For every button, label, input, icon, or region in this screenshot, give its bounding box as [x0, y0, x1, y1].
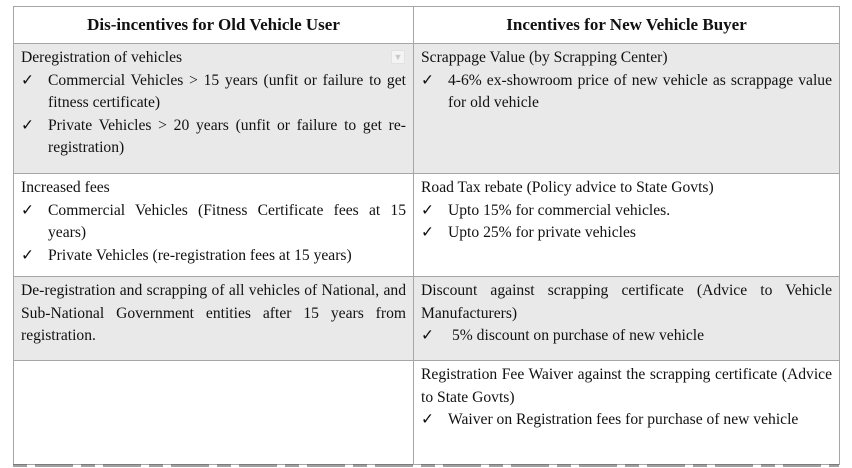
- cell-heading: Increased fees: [21, 179, 110, 196]
- cell-heading: De-registration and scrapping of all vehicles of National, and Sub-National Government entities after 15 years from registration.: [21, 282, 406, 344]
- table-row: [14, 44, 840, 174]
- cell-increased-fees: [14, 174, 414, 277]
- list-item: ✓ Private Vehicles (re-registration fees at 15 years): [21, 245, 406, 268]
- list-item: ✓ Upto 15% for commercial vehicles.: [421, 200, 832, 223]
- check-icon: ✓: [21, 201, 35, 219]
- cell-scrappage-value: [414, 44, 840, 174]
- check-icon: ✓: [21, 246, 35, 264]
- cell-scrapping-discount: [414, 277, 840, 361]
- cell-registration-fee-waiver: [414, 361, 840, 465]
- check-icon: ✓: [21, 116, 35, 134]
- list-item: ✓ 5% discount on purchase of new vehicle: [421, 325, 832, 348]
- list-item: ✓ Waiver on Registration fees for purchase of new vehicle: [421, 409, 832, 432]
- cell-heading: Deregistration of vehicles: [21, 49, 183, 66]
- list-item: ✓ 4-6% ex-showroom price of new vehicle as scrappage value for old vehicle: [421, 71, 832, 111]
- check-icon: ✓: [421, 224, 435, 241]
- check-icon: ✓: [421, 411, 435, 428]
- list-item: ✓ Upto 25% for private vehicles: [421, 222, 832, 245]
- list-item: ✓ Commercial Vehicles (Fitness Certificate fees at 15 years): [21, 201, 406, 241]
- table-row: [14, 277, 840, 361]
- header-incentives: Incentives for New Vehicle Buyer: [414, 7, 840, 44]
- chevron-down-icon[interactable]: ▼: [391, 50, 405, 64]
- header-disincentives: Dis-incentives for Old Vehicle User: [14, 7, 414, 44]
- table-row: [14, 361, 840, 465]
- cell-road-tax-rebate: [414, 174, 840, 277]
- check-icon: ✓: [421, 71, 435, 89]
- cell-heading: Discount against scrapping certificate (Advice to Vehicle Manufacturers): [421, 282, 832, 322]
- table-row: [14, 174, 840, 277]
- check-icon: ✓: [21, 71, 35, 89]
- header-row: [14, 7, 840, 44]
- cell-government-vehicles: [14, 277, 414, 361]
- cell-deregistration: [14, 44, 414, 174]
- list-item: ✓ Private Vehicles > 20 years (unfit or failure to get re-registration): [21, 116, 406, 156]
- check-icon: ✓: [421, 201, 435, 219]
- incentives-table: [13, 6, 840, 465]
- cropped-text-line: [13, 459, 839, 468]
- list-item: ✓ Commercial Vehicles > 15 years (unfit or failure to get fitness certificate): [21, 71, 406, 111]
- cell-heading: Registration Fee Waiver against the scrapping certificate (Advice to State Govts): [421, 366, 832, 406]
- cell-empty: [14, 361, 414, 465]
- cell-heading: Road Tax rebate (Policy advice to State Govts): [421, 179, 714, 196]
- cell-heading: Scrappage Value (by Scrapping Center): [421, 49, 668, 66]
- check-icon: ✓: [421, 327, 435, 344]
